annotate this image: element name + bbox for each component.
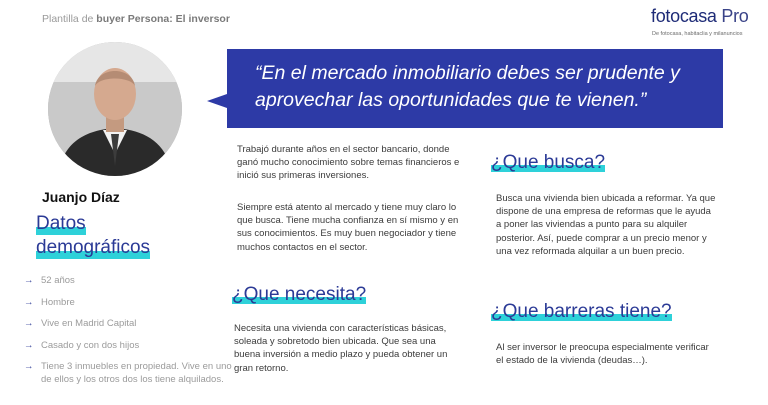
fotocasa-pro-logo bbox=[651, 6, 748, 27]
bio-paragraph-1: Trabajó durante años en el sector bancario, donde ganó mucho conocimiento sobre temas financieros e inició sus primeras inversiones. bbox=[237, 144, 460, 182]
barriers-title-text: ¿Que barreras tiene? bbox=[491, 301, 672, 322]
demographic-location: Vive en Madrid Capital bbox=[41, 318, 137, 329]
needs-title bbox=[232, 283, 366, 307]
brand-suffix: Pro bbox=[721, 6, 749, 26]
barriers-title bbox=[491, 300, 672, 324]
demographics-title bbox=[36, 212, 150, 260]
template-label bbox=[42, 13, 230, 25]
persona-quote bbox=[227, 49, 723, 128]
brand-tagline: De fotocasa, habitaclia y milanuncios bbox=[652, 31, 743, 37]
quote-text: “En el mercado inmobiliario debes ser prudente y aprovechar las oportunidades que te vienen.” bbox=[255, 62, 680, 111]
demographic-properties: Tiene 3 inmuebles en propiedad. Vive en uno de ellos y los otros dos los tiene alquilados. bbox=[41, 361, 232, 385]
arrow-right-icon: → bbox=[24, 318, 34, 329]
demographic-gender: Hombre bbox=[41, 296, 75, 308]
list-item bbox=[24, 317, 234, 330]
demographics-title-line2: demográficos bbox=[36, 237, 151, 258]
needs-text: Necesita una vivienda con características básicas, soleada y sobretodo bien ubicada. Que sea una buena inversión a medio plazo y pueda obtener un gran retorno. bbox=[234, 323, 448, 374]
persona-name: Juanjo Díaz bbox=[42, 189, 120, 205]
barriers-text: Al ser inversor le preocupa especialmente verificar el estado de la vivienda (deudas…). bbox=[496, 342, 709, 367]
demographics-list bbox=[24, 274, 234, 395]
persona-photo bbox=[48, 42, 182, 176]
list-item bbox=[24, 360, 234, 386]
demographic-family: Casado y con dos hijos bbox=[41, 339, 140, 351]
quote-pointer bbox=[207, 94, 227, 108]
persona-portrait-image bbox=[48, 42, 182, 176]
demographic-age: 52 años bbox=[41, 275, 75, 286]
arrow-right-icon: → bbox=[24, 339, 34, 351]
list-item bbox=[24, 339, 234, 352]
list-item bbox=[24, 296, 234, 309]
arrow-right-icon: → bbox=[24, 361, 34, 372]
brand-name: fotocasa bbox=[651, 6, 717, 26]
seeks-title bbox=[491, 151, 605, 175]
bio-paragraph-2: Siempre está atento al mercado y tiene muy claro lo que busca. Tiene mucha confianza en sí mismo y en sus conocimientos. Es muy buen negociador y tiene muchos contactos en el sector. bbox=[237, 202, 459, 253]
arrow-right-icon: → bbox=[24, 275, 34, 286]
needs-title-text: ¿Que necesita? bbox=[232, 284, 367, 305]
demographics-title-line1: Datos bbox=[36, 213, 86, 234]
seeks-title-text: ¿Que busca? bbox=[491, 152, 606, 173]
seeks-text: Busca una vivienda bien ubicada a reformar. Ya que dispone de una empresa de reformas que le ayuda a poner las viviendas a punto para su alquiler posterior. Así, puede comprar a un precio menor y una vez reformada alquilar a un buen precio. bbox=[496, 193, 716, 257]
template-prefix: Plantilla de bbox=[42, 13, 97, 25]
arrow-right-icon: → bbox=[24, 296, 34, 308]
list-item bbox=[24, 274, 234, 287]
template-title: buyer Persona: El inversor bbox=[96, 13, 230, 25]
